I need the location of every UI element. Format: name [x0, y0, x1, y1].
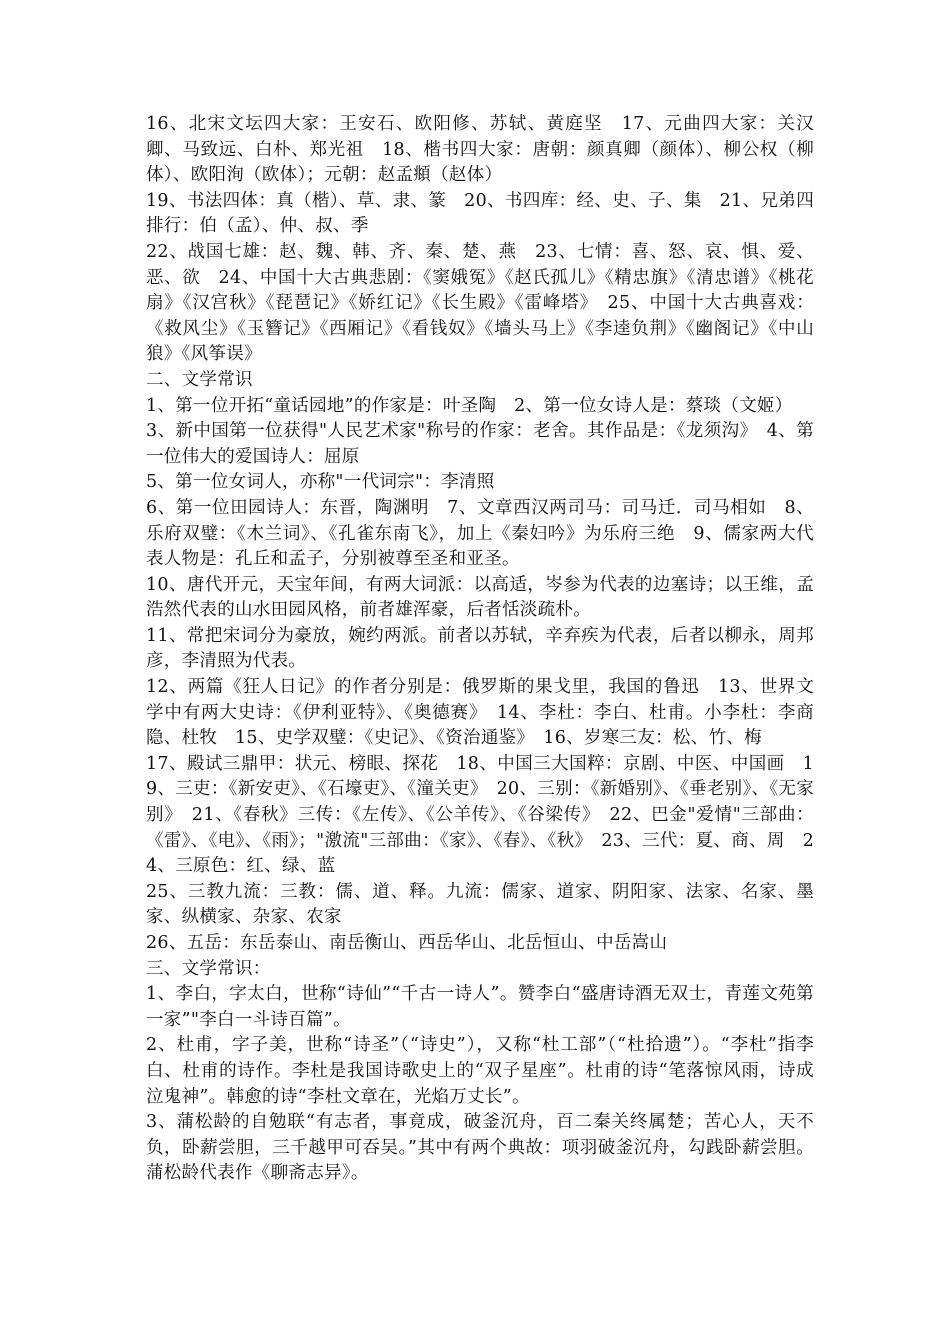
paragraph: 12、两篇《狂人日记》的作者分别是：俄罗斯的果戈里，我国的鲁迅 13、世界文学中有两大史诗：《伊利亚特》、《奥德赛》 14、李杜：李白、杜甫。小李杜：李商隐、杜牧 15、史学双璧：《史记》、《资治通鉴》 16、岁寒三友：松、竹、梅 [146, 677, 814, 749]
paragraph: 25、三教九流：三教：儒、道、释。九流：儒家、道家、阴阳家、法家、名家、墨家、纵横家、杂家、农家 [146, 881, 814, 928]
paragraph: 6、第一位田园诗人：东晋，陶渊明 7、文章西汉两司马：司马迁．司马相如 8、乐府双璧：《木兰词》、《孔雀东南飞》，加上《秦妇吟》为乐府三绝 9、儒家两大代表人物是：孔丘和孟子，分别被尊至圣和亚圣。 [146, 497, 814, 570]
paragraph: 2、杜甫，字子美，世称“诗圣”（“诗史”），又称“杜工部”（“杜拾遗”）。“李杜”指李白、杜甫的诗作。李杜是我国诗歌史上的“双子星座”。杜甫的诗“笔落惊风雨，诗成泣鬼神”。韩愈的诗“李杜文章在，光焰万丈长”。 [146, 1035, 814, 1107]
paragraph: 1、第一位开拓“童话园地”的作家是：叶圣陶 2、第一位女诗人是：蔡琰（文姬） [146, 395, 793, 416]
paragraph: 1、李白，字太白，世称“诗仙”“千古一诗人”。赞李白“盛唐诗酒无双士，青莲文苑第一家”"李白一斗诗百篇”。 [146, 984, 814, 1030]
paragraph: 11、常把宋词分为豪放，婉约两派。前者以苏轼，辛弃疾为代表，后者以柳永，周邦彦，李清照为代表。 [146, 625, 814, 672]
document-page [146, 112, 814, 1187]
paragraph: 3、蒲松龄的自勉联“有志者，事竟成，破釜沉舟，百二秦关终属楚；苦心人，天不负，卧薪尝胆，三千越甲可吞吴。”其中有两个典故：项羽破釜沉舟，勾践卧薪尝胆。蒲松龄代表作《聊斋志异》。 [146, 1112, 814, 1184]
paragraph: 17、殿试三鼎甲：状元、榜眼、探花 18、中国三大国粹：京剧、中医、中国画 19、三吏：《新安吏》、《石壕吏》、《潼关吏》 20、三别：《新婚别》、《垂老别》、《无家别》 21、《春秋》三传：《左传》、《公羊传》、《谷梁传》 22、巴金"爱情"三部曲：《雷》、《电》、《雨》；"激流"三部曲：《家》、《春》、《秋》 23、三代：夏、商、周 24、三原色：红、绿、蓝 [146, 753, 814, 877]
section-heading: 三、文学常识： [146, 958, 271, 979]
paragraph: 3、新中国第一位获得"人民艺术家"称号的作家：老舍。其作品是：《龙须沟》 4、第一位伟大的爱国诗人：屈原 [146, 421, 814, 467]
paragraph: 10、唐代开元，天宝年间，有两大词派：以高适，岑参为代表的边塞诗；以王维，孟浩然代表的山水田园风格，前者雄浑豪，后者恬淡疏朴。 [146, 574, 814, 621]
paragraph: 22、战国七雄：赵、魏、韩、齐、秦、楚、燕 23、七情：喜、怒、哀、惧、爱、恶、欲 24、中国十大古典悲剧：《窦娥冤》《赵氏孤儿》《精忠旗》《清忠谱》《桃花扇》《汉宫秋》《琵琶记》《娇红记》《长生殿》《雷峰塔》 25、中国十大古典喜戏：《救风尘》《玉簪记》《西厢记》《看钱奴》《墙头马上》《李逵负荆》《幽阁记》《中山狼》《风筝误》 [146, 241, 814, 365]
paragraph: 26、五岳：东岳泰山、南岳衡山、西岳华山、北岳恒山、中岳嵩山 [146, 933, 668, 953]
paragraph: 19、书法四体：真（楷）、草、隶、篆 20、书四库：经、史、子、集 21、兄弟四排行：伯（孟）、仲、叔、季 [146, 190, 814, 237]
section-heading: 二、文学常识 [146, 369, 253, 390]
paragraph: 5、第一位女词人，亦称"一代词宗"：李清照 [146, 472, 495, 493]
paragraph: 16、北宋文坛四大家：王安石、欧阳修、苏轼、黄庭坚 17、元曲四大家：关汉卿、马致远、白朴、郑光祖 18、楷书四大家：唐朝：颜真卿（颜体）、柳公权（柳体）、欧阳洵（欧体）；元朝：赵孟頫（赵体） [146, 114, 814, 186]
